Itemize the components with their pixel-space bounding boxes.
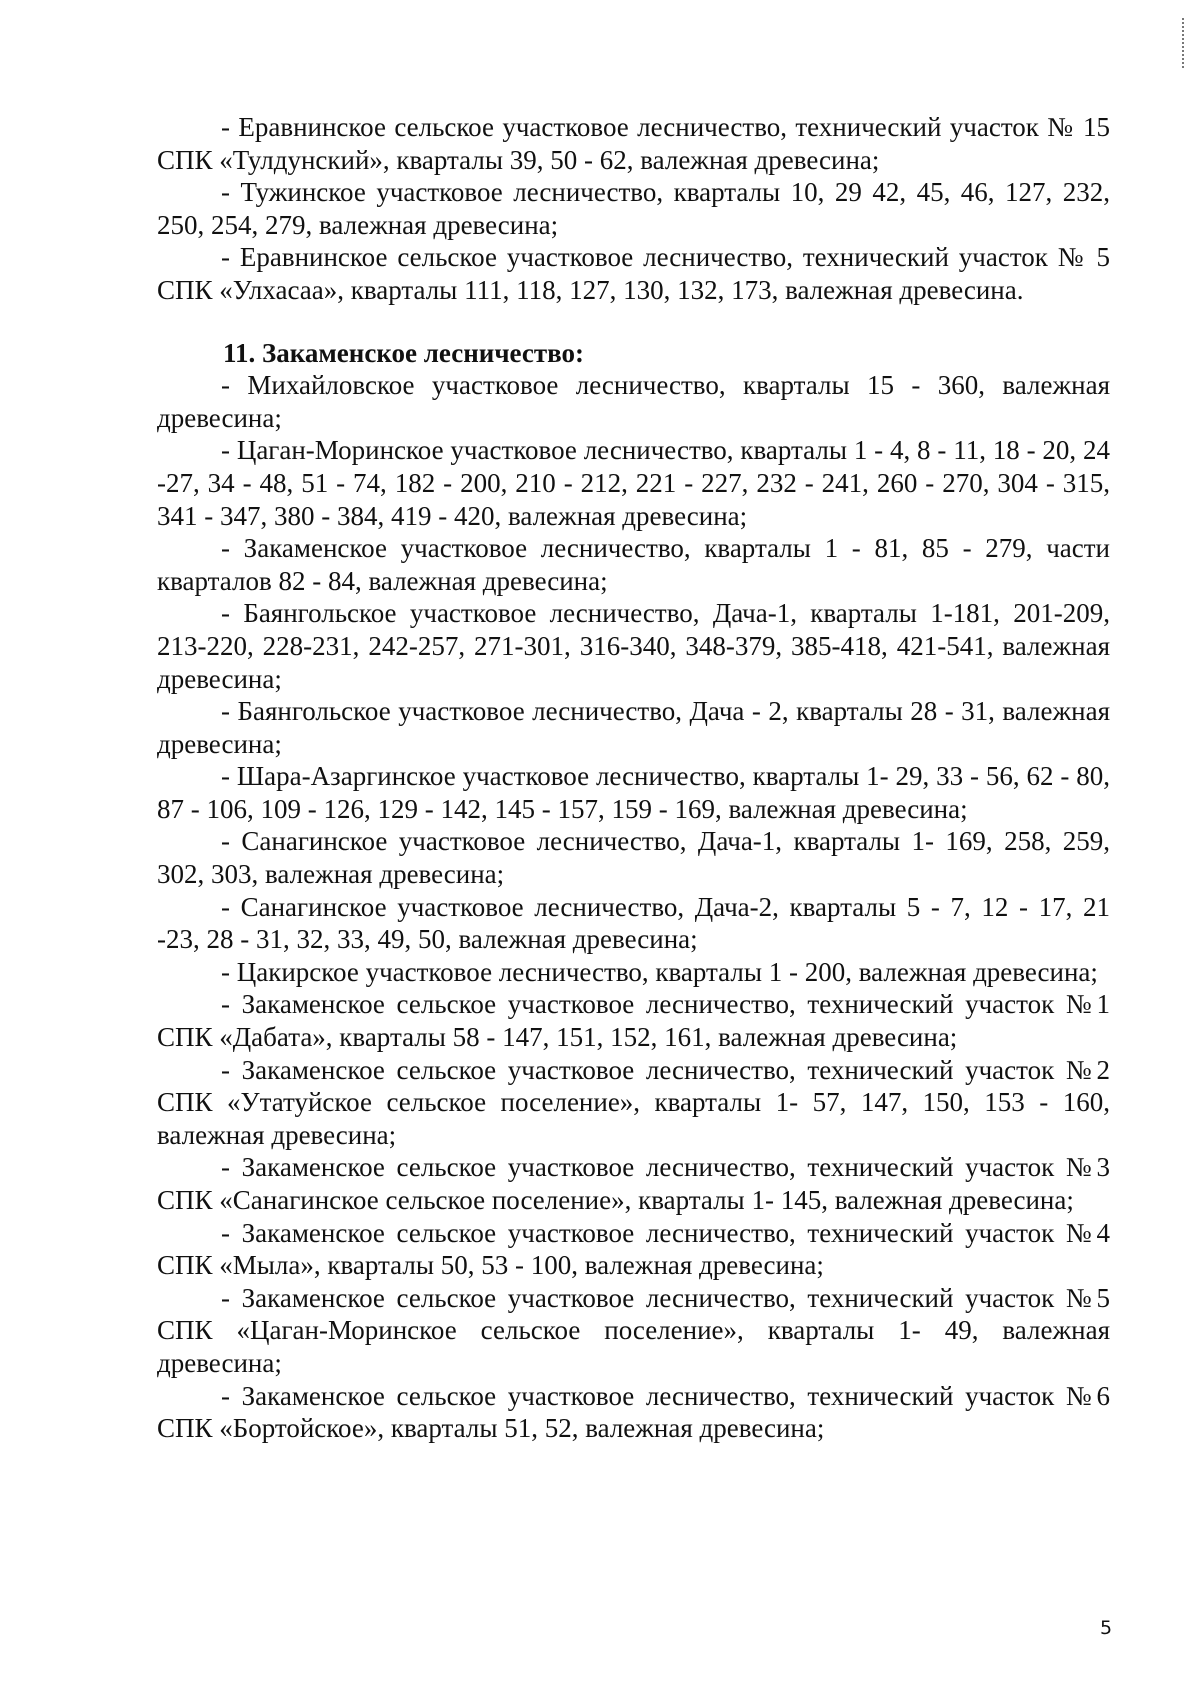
paragraph-spk-myla: - Закаменское сельское участковое лесничество, технический участок №4 СПК «Мыла», кварталы 50, 53 - 100, валежная древесина; [157,1217,1110,1281]
paragraph-tuzhinskoe: - Тужинское участковое лесничество, кварталы 10, 29 42, 45, 46, 127, 232, 250, 254, 279, валежная древесина; [157,177,1110,240]
paragraph-tsagan-morinskoe: - Цаган-Моринское участковое лесничество, кварталы 1 - 4, 8 - 11, 18 - 20, 24 -27, 34 - 48, 51 - 74, 182 - 200, 210 - 212, 221 - 227, 232 - 241, 260 - 270, 304 - 315, 341 - 347, 380 - 384, 419 - 420, валежная древесина; [157,435,1110,531]
paragraph-tsakirskoe: - Цакирское участковое лесничество, кварталы 1 - 200, валежная древесина; [221,956,1098,987]
document-body [157,111,1110,1445]
paragraph-bayangol-dacha-2: - Баянгольское участковое лесничество, Дача - 2, кварталы 28 - 31, валежная древесина; [157,696,1110,759]
paragraph-mikhailovskoe: - Михайловское участковое лесничество, кварталы 15 - 360, валежная древесина; [157,370,1110,433]
paragraph-spk-sanaga: - Закаменское сельское участковое лесничество, технический участок №3 СПК «Санагинское сельское поселение», кварталы 1- 145, валежная древесина; [157,1152,1110,1215]
section-heading: 11. Закаменское лесничество: [223,337,584,368]
paragraph-shara-azarga: - Шара-Азаргинское участковое лесничество, кварталы 1- 29, 33 - 56, 62 - 80, 87 - 106, 109 - 126, 129 - 142, 145 - 157, 159 - 169, валежная древесина; [157,761,1110,824]
page-number: 5 [1099,1617,1113,1639]
paragraph-spk-utatui: - Закаменское сельское участковое лесничество, технический участок №2 СПК «Утатуйское сельское поселение», кварталы 1- 57, 147, 150, 153 - 160, валежная древесина; [157,1054,1110,1150]
paragraph-spk-bortoi: - Закаменское сельское участковое лесничество, технический участок №6 СПК «Бортойское», кварталы 51, 52, валежная древесина; [157,1380,1110,1444]
paragraph-spk-tsagan-morin: - Закаменское сельское участковое лесничество, технический участок №5 СПК «Цаган-Моринское сельское поселение», кварталы 1- 49, валежная древесина; [157,1282,1110,1378]
paragraph-eravna-ulkhasaa: - Еравнинское сельское участковое лесничество, технический участок № 5 СПК «Улхасаа», кварталы 111, 118, 127, 130, 132, 173, валежная древесина. [157,242,1110,305]
paragraph-zakamenskoe: - Закаменское участковое лесничество, кварталы 1 - 81, 85 - 279, части кварталов 82 - 84, валежная древесина; [157,533,1110,596]
scan-margin-mark [1182,18,1186,68]
paragraph-eravna-tuldunsky: - Еравнинское сельское участковое лесничество, технический участок № 15 СПК «Тулдунский», кварталы 39, 50 - 62, валежная древесина; [157,112,1110,175]
paragraph-spk-dabata: - Закаменское сельское участковое лесничество, технический участок №1 СПК «Дабата», кварталы 58 - 147, 151, 152, 161, валежная древесина; [157,989,1110,1053]
paragraph-bayangol-dacha-1: - Баянгольское участковое лесничество, Дача-1, кварталы 1-181, 201-209, 213-220, 228-231, 242-257, 271-301, 316-340, 348-379, 385-418, 421-541, валежная древесина; [157,598,1110,694]
paragraph-sanaga-dacha-1: - Санагинское участковое лесничество, Дача-1, кварталы 1- 169, 258, 259, 302, 303, валежная древесина; [157,826,1110,890]
paragraph-sanaga-dacha-2: - Санагинское участковое лесничество, Дача-2, кварталы 5 - 7, 12 - 17, 21 -23, 28 - 31, 32, 33, 49, 50, валежная древесина; [157,891,1110,955]
